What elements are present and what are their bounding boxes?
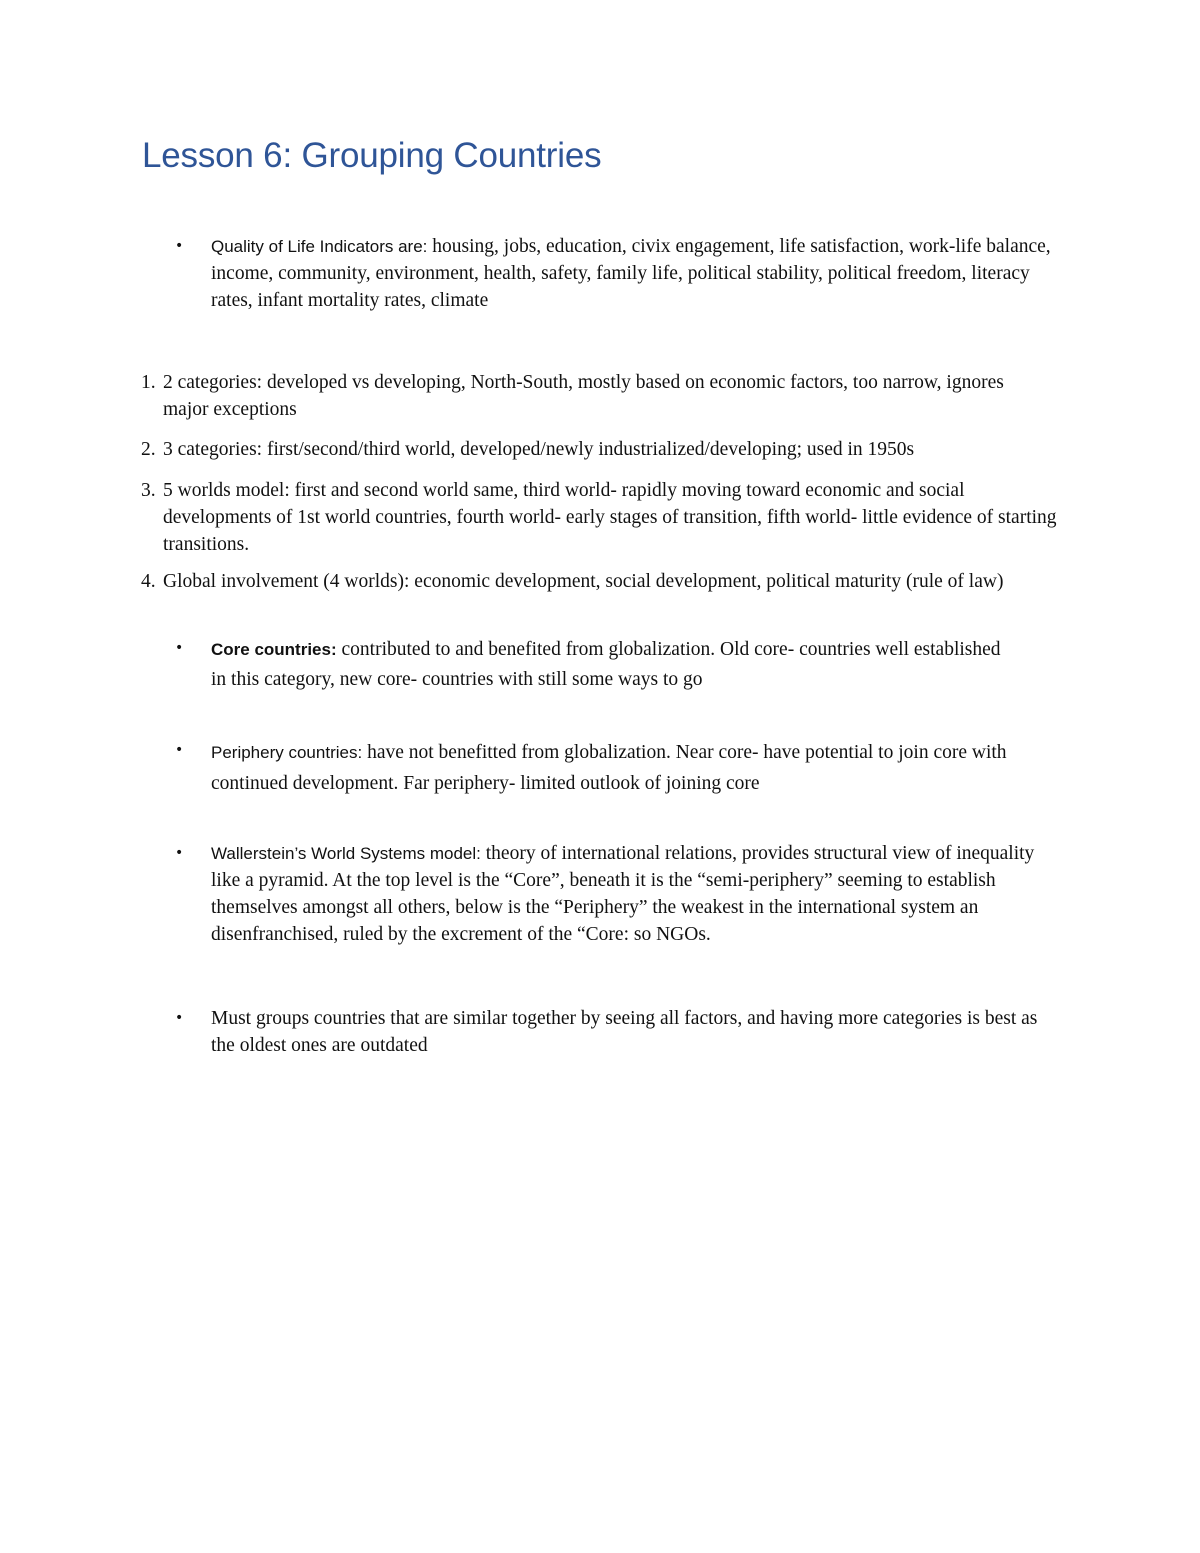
quality-of-life-term: Quality of Life Indicators are: (211, 237, 428, 256)
bullet-icon: • (175, 238, 184, 254)
item-number: 1. (141, 372, 156, 393)
item-number: 4. (141, 571, 156, 592)
core-countries-term: Core countries: (211, 640, 337, 659)
periphery-countries-description: have not benefitted from globalization. Near core- have potential to join core with continued development. Far periphery- limited outlook of joining core (211, 742, 1007, 794)
numbered-item-text: Global involvement (4 worlds): economic development, social development, political maturity (rule of law) (163, 571, 1004, 592)
grouping-conclusion-description: Must groups countries that are similar together by seeing all factors, and having more categories is best as the oldest ones are outdated (211, 1008, 1038, 1056)
quality-of-life-text (211, 233, 1061, 314)
periphery-countries-term: Periphery countries: (211, 743, 363, 762)
bullet-icon: • (175, 1010, 184, 1026)
grouping-conclusion-text (211, 1005, 1051, 1059)
numbered-item-text: 5 worlds model: first and second world same, third world- rapidly moving toward economic and social developments of 1st world countries, fourth world- early stages of transition, fifth world- little evidence of starting transitions. (163, 480, 1057, 555)
numbered-item-text: 3 categories: first/second/third world, developed/newly industrialized/developing; used in 1950s (163, 439, 915, 460)
item-number: 2. (141, 439, 156, 460)
bullet-icon: • (175, 845, 184, 861)
page-title: Lesson 6: Grouping Countries (142, 136, 602, 175)
bullet-icon: • (175, 640, 184, 656)
world-systems-term: Wallerstein’s World Systems model: (211, 844, 481, 863)
world-systems-description: theory of international relations, provides structural view of inequality like a pyramid. At the top level is the “Core”, beneath it is the “semi-periphery” seeming to establish themselves amongst all others, below is the “Periphery” the weakest in the international system an disenfranchised, ruled by the excrement of the “Core: so NGOs. (211, 843, 1035, 945)
bullet-icon: • (175, 742, 184, 758)
core-countries-text (211, 635, 1011, 695)
world-systems-text (211, 840, 1056, 948)
core-countries-description: contributed to and benefited from globalization. Old core- countries well established in this category, new core- countries with still some ways to go (211, 639, 1001, 690)
numbered-item-text: 2 categories: developed vs developing, North-South, mostly based on economic factors, too narrow, ignores major exceptions (163, 372, 1004, 420)
periphery-countries-text (211, 737, 1066, 799)
quality-of-life-description: housing, jobs, education, civix engagement, life satisfaction, work-life balance, income, community, environment, health, safety, family life, political stability, political freedom, literacy rates, infant mortality rates, climate (211, 236, 1051, 311)
item-number: 3. (141, 480, 156, 501)
